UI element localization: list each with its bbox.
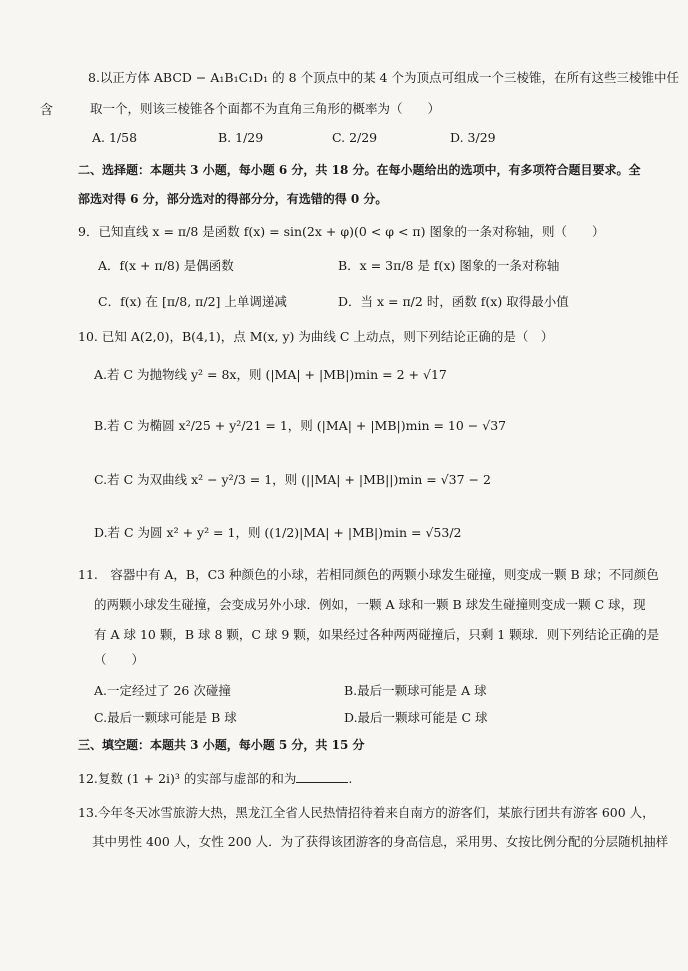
q8-option-b: B. 1/29 bbox=[218, 130, 264, 145]
q10-option-c: C.若 C 为双曲线 x² − y²/3 = 1，则 (||MA| + |MB||)min = √37 − 2 bbox=[94, 472, 491, 487]
q9-option-a: A．f(x + π/8) 是偶函数 bbox=[98, 258, 234, 273]
section3-heading: 三、填空题：本题共 3 小题，每小题 5 分，共 15 分 bbox=[78, 738, 365, 752]
q11-line4: （ ） bbox=[94, 652, 145, 667]
q9-option-b: B．x = 3π/8 是 f(x) 图象的一条对称轴 bbox=[338, 258, 560, 273]
q11-option-a: A.一定经过了 26 次碰撞 bbox=[94, 683, 231, 698]
q9-stem: 9．已知直线 x = π/8 是函数 f(x) = sin(2x + φ)(0 < φ < π) 图象的一条对称轴，则（ ） bbox=[78, 224, 605, 239]
q13-line2: 其中男性 400 人，女性 200 人．为了获得该团游客的身高信息，采用男、女按比例分配的分层随机抽样 bbox=[92, 834, 669, 849]
q8-option-d: D. 3/29 bbox=[450, 130, 496, 145]
q9-option-d: D．当 x = π/2 时，函数 f(x) 取得最小值 bbox=[338, 294, 569, 309]
q11-option-b: B.最后一颗球可能是 A 球 bbox=[344, 683, 487, 698]
q10-stem: 10. 已知 A(2,0)，B(4,1)，点 M(x, y) 为曲线 C 上动点，则下列结论正确的是（ ） bbox=[78, 329, 554, 344]
section2-line2: 部选对得 6 分，部分选对的得部分分，有选错的得 0 分。 bbox=[78, 192, 388, 206]
q8-option-c: C. 2/29 bbox=[332, 130, 378, 145]
q11-line3: 有 A 球 10 颗，B 球 8 颗，C 球 9 颗，如果经过各种两两碰撞后，只剩 1 颗球．则下列结论正确的是 bbox=[94, 627, 660, 642]
q12-text: 12.复数 (1 + 2i)³ 的实部与虚部的和为 bbox=[78, 771, 297, 786]
section2-line1: 二、选择题：本题共 3 小题，每小题 6 分，共 18 分。在每小题给出的选项中，有多项符合题目要求。全 bbox=[78, 163, 641, 177]
q11-option-d: D.最后一颗球可能是 C 球 bbox=[344, 710, 488, 725]
q12-line bbox=[78, 770, 352, 786]
margin-mark: 含 bbox=[40, 103, 54, 118]
q10-option-d: D.若 C 为圆 x² + y² = 1，则 ((1/2)|MA| + |MB|)min = √53/2 bbox=[94, 525, 462, 540]
q12-period: . bbox=[348, 771, 353, 786]
q11-option-c: C.最后一颗球可能是 B 球 bbox=[94, 710, 237, 725]
q8-option-a: A. 1/58 bbox=[92, 130, 138, 145]
q11-line1: 11. 容器中有 A，B，C3 种颜色的小球，若相同颜色的两颗小球发生碰撞，则变成一颗 B 球；不同颜色 bbox=[78, 567, 659, 582]
q10-option-b: B.若 C 为椭圆 x²/25 + y²/21 = 1，则 (|MA| + |MB|)min = 10 − √37 bbox=[94, 418, 507, 433]
q8-line1: 8.以正方体 ABCD − A₁B₁C₁D₁ 的 8 个顶点中的某 4 个为顶点可组成一个三棱锥，在所有这些三棱锥中任 bbox=[88, 70, 679, 85]
q10-option-a: A.若 C 为抛物线 y² = 8x，则 (|MA| + |MB|)min = 2 + √17 bbox=[94, 367, 447, 382]
q12-answer-blank[interactable] bbox=[296, 770, 348, 783]
q13-line1: 13.今年冬天冰雪旅游大热，黑龙江全省人民热情招待着来自南方的游客们，某旅行团共有游客 600 人， bbox=[78, 805, 655, 820]
q8-line2: 取一个，则该三棱锥各个面都不为直角三角形的概率为（ ） bbox=[90, 101, 441, 116]
q11-line2: 的两颗小球发生碰撞，会变成另外小球．例如，一颗 A 球和一颗 B 球发生碰撞则变成一颗 C 球，现 bbox=[94, 597, 646, 612]
q9-option-c: C．f(x) 在 [π/8, π/2] 上单调递减 bbox=[98, 294, 287, 309]
